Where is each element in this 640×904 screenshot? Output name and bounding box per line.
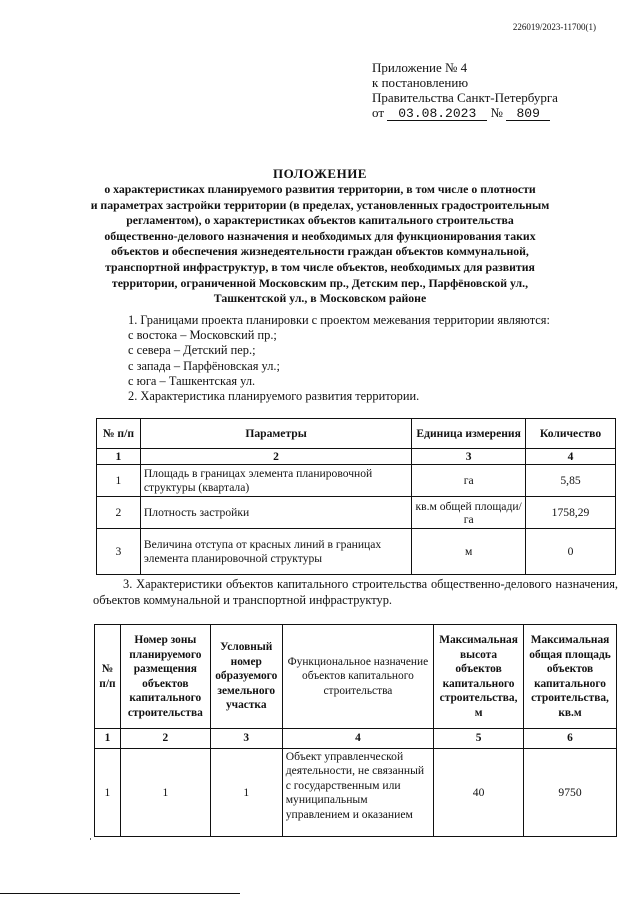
row-plot: 1: [210, 748, 282, 836]
document-title: ПОЛОЖЕНИЕ: [273, 166, 367, 181]
table2-colnum: 5: [434, 729, 524, 749]
row-parameter: Площадь в границах элемента планировочной структуры (квартала): [140, 465, 411, 497]
row-height: 40: [434, 748, 524, 836]
subtitle-line: транспортной инфраструктур, в том числе объектов, необходимых для развития: [105, 259, 535, 274]
table1-colnum: 2: [140, 449, 411, 465]
table2-header-height: Максимальная высота объектов капитального строительства, м: [434, 625, 524, 729]
subtitle-line: о характеристиках планируемого развития территории, в том числе о плотности: [104, 182, 536, 196]
table2-header-plot: Условный номер образуемого земельного участка: [210, 625, 282, 729]
table2-colnum: 4: [282, 729, 433, 749]
section-3: [93, 576, 618, 608]
section-2-heading: 2. Характеристика планируемого развития территории.: [128, 389, 420, 404]
appendix-line-3: Правительства Санкт-Петербурга: [372, 90, 558, 105]
document-registration-number: 226019/2023-11700(1): [512, 22, 596, 32]
boundary-north: с севера – Детский пер.;: [128, 343, 256, 358]
table1-colnum: 3: [412, 449, 526, 465]
table2-header-purpose: Функциональное назначение объектов капитального строительства: [282, 625, 433, 729]
section-1-heading: 1. Границами проекта планировки с проектом межевания территории являются:: [128, 313, 550, 327]
document-subtitle: [88, 182, 552, 307]
row-area: 9750: [524, 748, 617, 836]
table1-colnum: 4: [526, 449, 616, 465]
subtitle-line: объектов и обеспечения жизнедеятельности граждан объектов коммунальной,: [111, 244, 529, 259]
table2-colnum: 3: [210, 729, 282, 749]
table2-header-num: № п/п: [95, 625, 121, 729]
row-quantity: 1758,29: [526, 497, 616, 529]
row-quantity: 5,85: [526, 465, 616, 497]
row-number: 1: [97, 465, 141, 497]
resolution-date: 03.08.2023: [387, 107, 487, 121]
boundary-west: с запада – Парфёновская ул.;: [128, 358, 280, 373]
date-prefix: от: [372, 105, 385, 120]
page-mark: [90, 838, 91, 840]
appendix-line-2: к постановлению: [372, 75, 469, 90]
subtitle-line: регламентом), о характеристиках объектов капитального строительства: [126, 213, 514, 228]
boundary-south: с юга – Ташкентская ул.: [128, 373, 256, 388]
resolution-number: 809: [506, 107, 550, 121]
number-prefix: №: [490, 105, 503, 120]
table-row: [97, 465, 616, 497]
section-1: [128, 313, 550, 404]
table2-colnum: 6: [524, 729, 617, 749]
development-characteristics-table: [96, 418, 616, 575]
row-quantity: 0: [526, 529, 616, 575]
row-number: 2: [97, 497, 141, 529]
capital-construction-table: [94, 624, 617, 837]
table1-header-unit: Единица измерения: [412, 419, 526, 449]
table1-header-num: № п/п: [97, 419, 141, 449]
subtitle-line: общественно-делового назначения и необходимых для функционирования таких: [104, 228, 536, 243]
subtitle-line: и параметрах застройки территории (в пределах, установленных градостроительным: [90, 197, 550, 212]
subtitle-line: Ташкентской ул., в Московском районе: [213, 291, 427, 306]
table-row: [97, 497, 616, 529]
row-zone: 1: [120, 748, 210, 836]
table1-header-params: Параметры: [140, 419, 411, 449]
table-row: [95, 748, 617, 836]
boundary-east: с востока – Московский пр.;: [128, 328, 277, 343]
table1-header-qty: Количество: [526, 419, 616, 449]
table2-header-zone: Номер зоны планируемого размещения объектов капитального строительства: [120, 625, 210, 729]
table1-colnum: 1: [97, 449, 141, 465]
footnote-divider: [0, 893, 240, 894]
row-number: 3: [97, 529, 141, 575]
table2-header-area: Максимальная общая площадь объектов капитального строительства, кв.м: [524, 625, 617, 729]
section-3-text: 3. Характеристики объектов капитального строительства общественно-делового назначения, объектов коммунальной и транспортной инфраструктур.: [93, 577, 618, 607]
appendix-line-1: Приложение № 4: [372, 60, 468, 75]
row-parameter: Плотность застройки: [140, 497, 411, 529]
row-unit: кв.м общей площади/га: [412, 497, 526, 529]
appendix-date-line: [372, 105, 558, 121]
table-row: [97, 529, 616, 575]
row-purpose: Объект управленческой деятельности, не связанный с государственным или муниципальным управлением и оказанием: [282, 748, 433, 836]
row-number: 1: [95, 748, 121, 836]
appendix-header: [372, 60, 558, 121]
row-parameter: Величина отступа от красных линий в границах элемента планировочной структуры: [140, 529, 411, 575]
subtitle-line: территории, ограниченной Московским пр., Детским пер., Парфёновской ул.,: [111, 275, 529, 290]
table2-colnum: 1: [95, 729, 121, 749]
row-unit: га: [412, 465, 526, 497]
row-unit: м: [412, 529, 526, 575]
table2-colnum: 2: [120, 729, 210, 749]
